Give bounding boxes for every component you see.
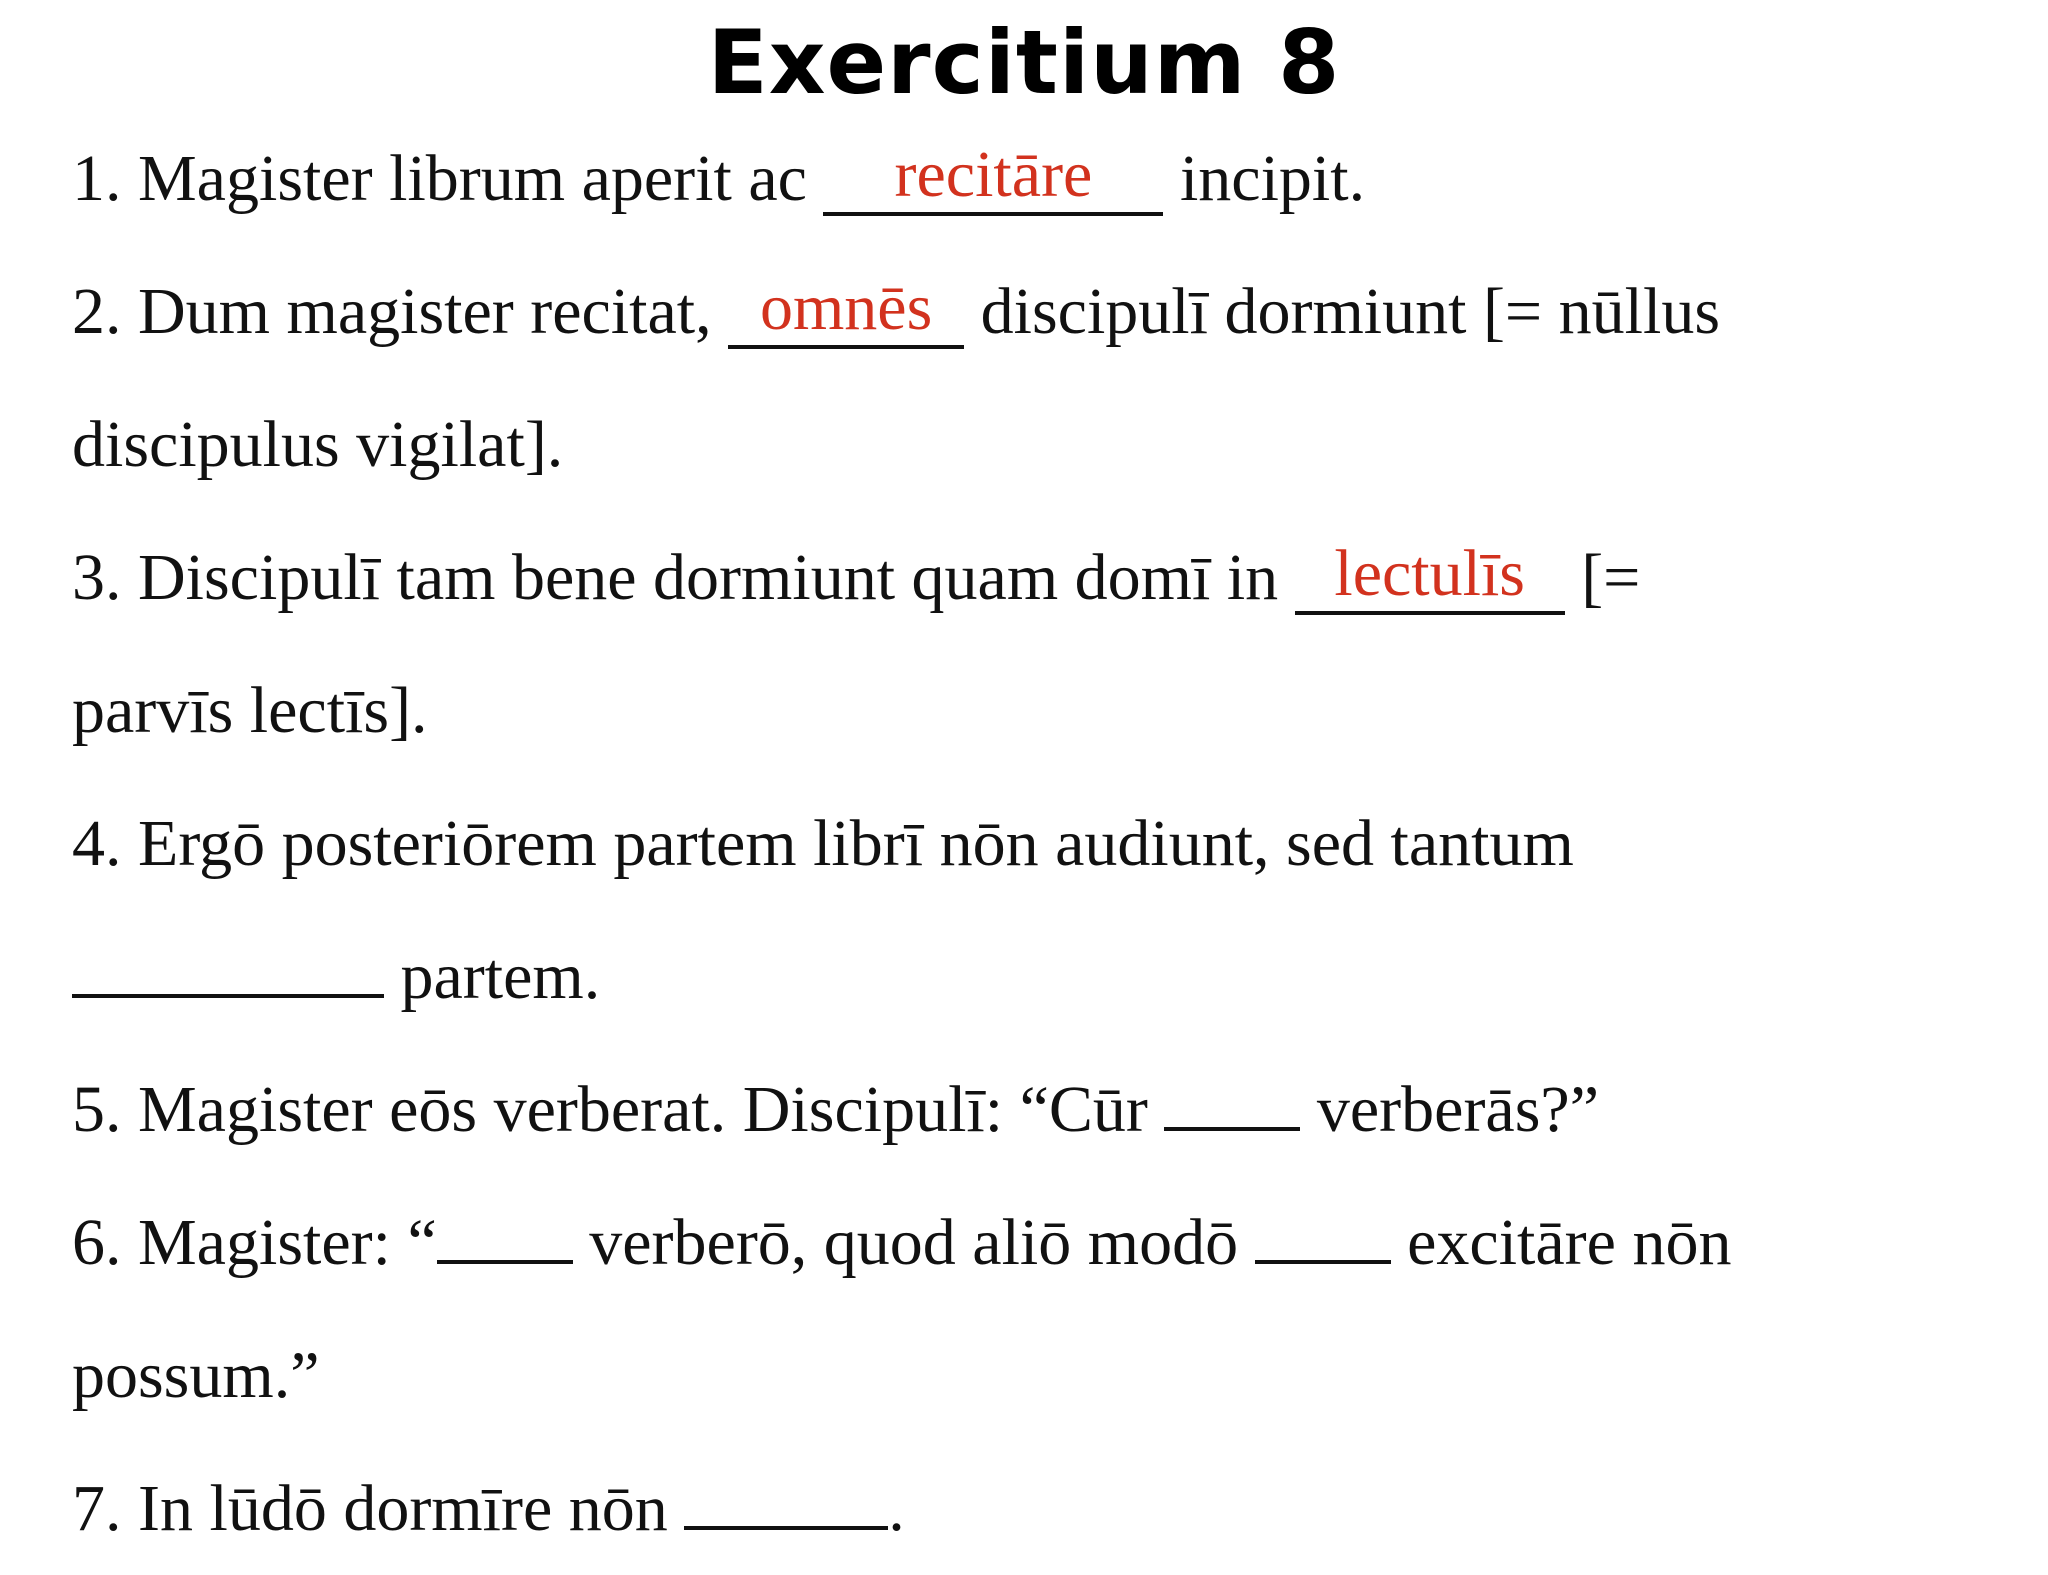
item-7-text-before: 7. In lūdō dormīre nōn [72,1472,685,1545]
item-6-text-before: 6. Magister: “ [72,1206,437,1279]
item-1-blank[interactable] [823,138,1163,216]
item-4-blank[interactable] [72,928,384,998]
item-1-line [72,112,2002,245]
item-5-blank[interactable] [1164,1061,1300,1131]
item-5-line [72,1043,2002,1176]
item-2-text-before: 2. Dum magister recitat, [72,275,729,348]
item-2-answer: omnēs [759,271,933,344]
item-7-blank[interactable] [684,1460,888,1530]
item-2-continuation [72,378,2002,511]
item-2-blank[interactable] [728,271,964,349]
exercise-body [72,112,2002,1575]
item-4-text-after: partem. [384,940,601,1013]
item-6-line [72,1176,2002,1309]
item-4-continuation [72,910,2002,1043]
item-1-text-after: incipit. [1163,142,1366,215]
item-3-text-after: [= [1564,541,1641,614]
item-6-text-after: excitāre nōn [1390,1206,1732,1279]
item-1-answer: recitāre [894,138,1093,211]
item-2-text-after: discipulī dormiunt [= nūllus [964,275,1721,348]
item-3-text-line2: parvīs lectīs]. [72,674,428,747]
item-4-line [72,777,2002,910]
item-6-blank-1[interactable] [437,1194,573,1264]
item-3-answer: lectulīs [1334,537,1525,610]
item-2-line [72,245,2002,378]
item-3-text-before: 3. Discipulī tam bene dormiunt quam domī in [72,541,1295,614]
item-7-text-after: . [888,1472,905,1545]
item-6-blank-2[interactable] [1255,1194,1391,1264]
item-6-text-middle: verberō, quod aliō modō [572,1206,1255,1279]
item-7-line [72,1442,2002,1575]
item-4-text-line1: 4. Ergō posteriōrem partem librī nōn audiunt, sed tantum [72,807,1574,880]
item-1-text-before: 1. Magister librum aperit ac [72,142,824,215]
item-2-text-line2: discipulus vigilat]. [72,408,564,481]
item-5-text-after: verberās?” [1300,1073,1600,1146]
item-6-text-line2: possum.” [72,1339,320,1412]
item-5-text-before: 5. Magister eōs verberat. Discipulī: “Cūr [72,1073,1165,1146]
item-3-continuation [72,644,2002,777]
exercise-title: Exercitium 8 [707,11,1341,114]
item-3-blank[interactable] [1295,537,1565,615]
item-3-line [72,511,2002,644]
item-6-continuation [72,1309,2002,1442]
